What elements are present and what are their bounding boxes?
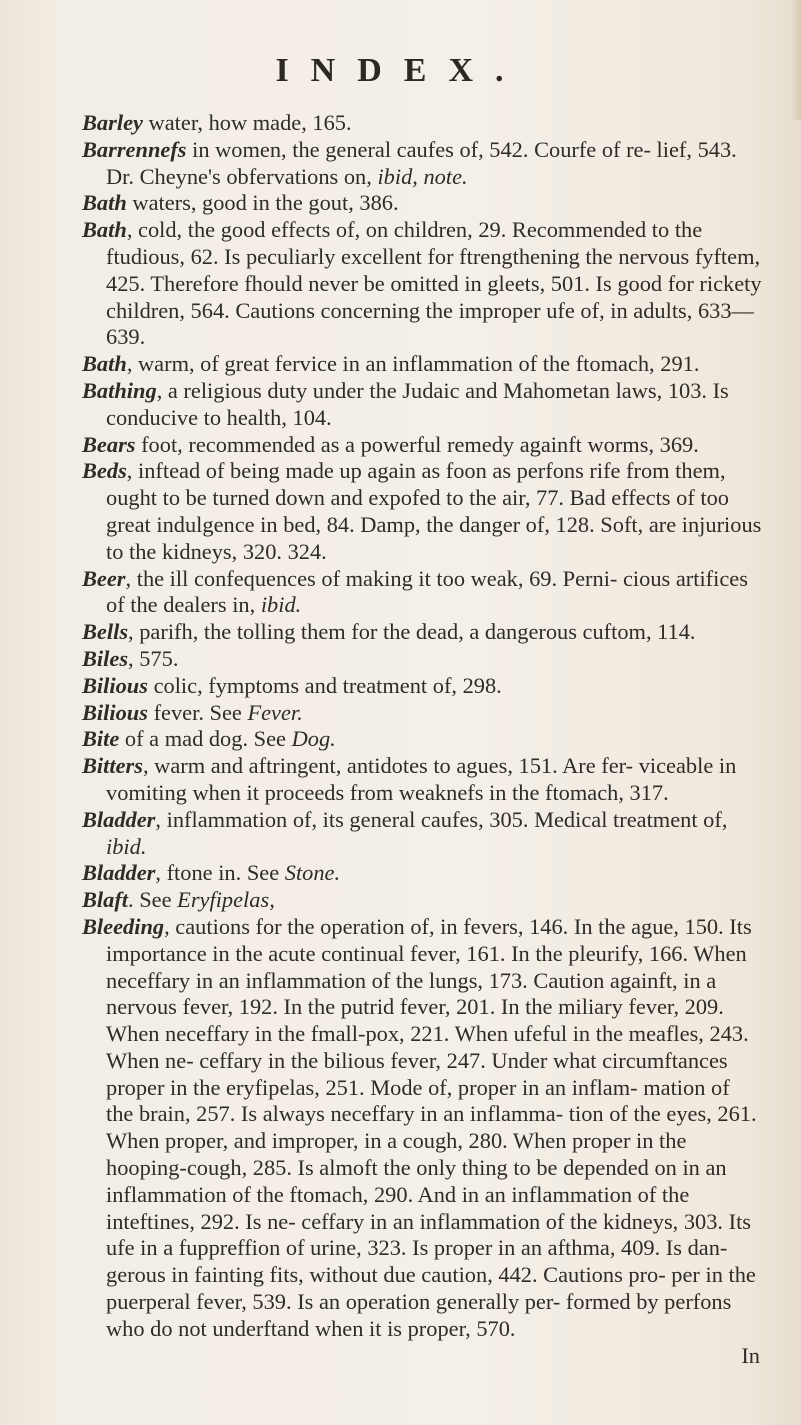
entry-text: foot, recommended as a powerful remedy againft worms, 369.	[135, 431, 699, 457]
entry-text: , inftead of being made up again as foon as perfons rife from them, ought to be turned down and expofed to the air, 77. Bad effects of too great indulgence in bed, 84. Damp, the danger of, 128. Soft, are injurious to the kidneys, 320. 324.	[106, 458, 762, 564]
entry-text: in women, the general caufes of, 542. Courfe of re- lief, 543. Dr. Cheyne's obfervations on,	[106, 136, 737, 189]
entry-text: , cold, the good effects of, on children, 29. Recommended to the ftudious, 62. Is peculiarly excellent for ftrengthening the nervous fyftem, 425. Therefore fhould never be omitted in gleets, 501. Is good for rickety children, 564. Cautions concerning the improper ufe of, in adults, 633—639.	[106, 217, 762, 350]
entry-text: . See	[128, 887, 178, 913]
entry-headword: Bilious	[82, 699, 148, 725]
entry-text: , warm and aftringent, antidotes to agues, 151. Are fer- viceable in vomiting when it proceeds from weaknefs in the ftomach, 317.	[106, 753, 737, 805]
index-entry	[82, 137, 762, 191]
index-entry	[82, 110, 762, 137]
index-entry	[82, 432, 762, 459]
entry-headword: Bath	[82, 351, 127, 377]
index-entry	[82, 860, 762, 887]
entry-headword: Bladder	[82, 860, 156, 886]
index-entry	[82, 914, 762, 1343]
entry-reference: ibid.	[106, 833, 147, 859]
entry-headword: Bathing	[82, 377, 157, 403]
index-entry	[82, 458, 762, 565]
entry-headword: Bleeding	[82, 913, 165, 939]
entry-reference: ibid.	[260, 592, 302, 618]
entry-headword: Bladder	[82, 806, 156, 832]
entry-text: waters, good in the gout, 386.	[126, 190, 399, 216]
entry-text: , cautions for the operation of, in fevers, 146. In the ague, 150. Its importance in the acute continual fever, 161. In the pleurify, 166. When neceffary in an inflammation of the lungs, 173. Caution againft, in a nervous fever, 192. In the putrid fever, 201. In the miliary fever, 209. When neceffary in the fmall-pox, 221. When ufeful in the meafles, 243. When ne- ceffary in the bilious fever, 247. Under what circumftances proper in the eryfipelas, 251. Mode of, proper in an inflam- mation of the brain, 257. Is always neceffary in an inflamma- tion of the eyes, 261. When proper, and improper, in a cough, 280. When proper in the hooping-cough, 285. Is almoft the only thing to be depended on in an inflammation of the ftomach, 290. And in an inflammation of the inteftines, 292. Is ne- ceffary in an inflammation of the kidneys, 303. Its ufe in a fuppreffion of urine, 323. Is proper in an afthma, 409. Is dan- gerous in fainting fits, without due caution, 442. Cautions pro- per in the puerperal fever, 539. Is an operation generally per- formed by perfons who do not underftand when it is proper, 570.	[106, 913, 757, 1341]
entry-reference: Eryfipelas,	[177, 887, 275, 913]
entry-headword: Bears	[82, 431, 136, 457]
entry-text: , ftone in. See	[155, 860, 285, 886]
index-entry	[82, 619, 762, 646]
index-entry	[82, 190, 762, 217]
entry-text: , parifh, the tolling them for the dead, a dangerous cuftom, 114.	[128, 619, 696, 645]
entry-headword: Bitters	[82, 753, 143, 779]
index-entry	[82, 700, 762, 727]
index-entry	[82, 887, 762, 914]
index-entry	[82, 807, 762, 861]
entry-reference: ibid, note.	[377, 163, 468, 189]
entry-reference: Fever.	[247, 699, 303, 725]
index-body	[82, 110, 762, 1369]
index-entries	[82, 110, 762, 1343]
entry-text: of a mad dog. See	[119, 726, 292, 752]
entry-headword: Bath	[82, 190, 127, 216]
entry-headword: Beer	[82, 565, 126, 591]
index-entry	[82, 217, 762, 351]
index-entry	[82, 726, 762, 753]
entry-reference: Stone.	[284, 860, 341, 886]
entry-text: water, how made, 165.	[142, 110, 352, 135]
index-entry	[82, 351, 762, 378]
entry-text: , 575.	[128, 645, 179, 671]
entry-reference: Dog.	[291, 726, 336, 752]
entry-headword: Biles	[82, 645, 129, 671]
entry-headword: Bells	[82, 619, 129, 645]
index-entry	[82, 566, 762, 620]
index-entry	[82, 673, 762, 700]
index-entry	[82, 753, 762, 807]
entry-headword: Bite	[82, 726, 120, 752]
entry-text: colic, fymptoms and treatment of, 298.	[147, 672, 502, 698]
index-entry	[82, 646, 762, 673]
page-header: INDEX.	[275, 52, 526, 89]
entry-headword: Beds	[82, 458, 127, 484]
entry-text: , inflammation of, its general caufes, 305. Medical treatment of,	[155, 806, 728, 832]
catchword: In	[741, 1342, 760, 1368]
index-entry	[82, 378, 762, 432]
entry-headword: Barrennefs	[82, 136, 187, 162]
entry-text: fever. See	[147, 699, 248, 725]
entry-text: , a religious duty under the Judaic and Mahometan laws, 103. Is conducive to health, 104.	[106, 377, 729, 430]
entry-headword: Bilious	[82, 672, 148, 698]
entry-headword: Bath	[82, 217, 127, 243]
entry-headword: Barley	[82, 110, 143, 135]
entry-headword: Blaft	[82, 887, 129, 913]
entry-text: , the ill confequences of making it too weak, 69. Perni- cious artifices of the dealers in,	[106, 565, 748, 618]
entry-text: , warm, of great fervice in an inflammation of the ftomach, 291.	[126, 351, 700, 377]
